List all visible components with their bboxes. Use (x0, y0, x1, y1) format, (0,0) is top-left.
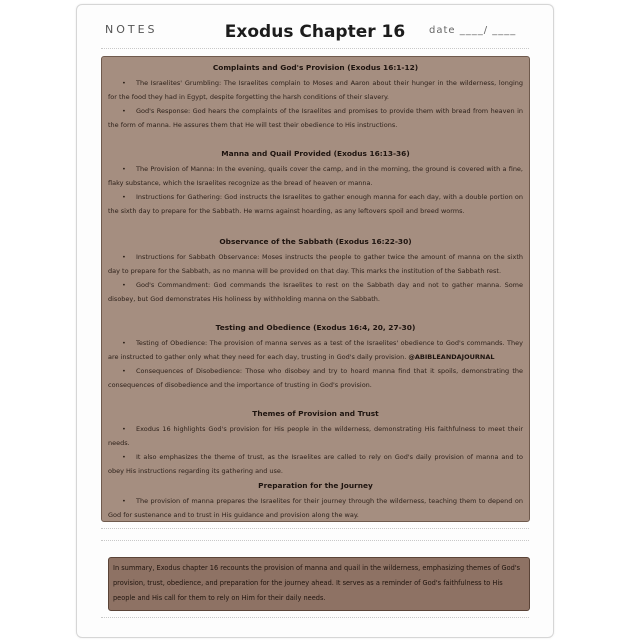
bullet-text: The Israelites' Grumbling: The Israelites complain to Moses and Aaron about their hunger in the wilderness, longing for the food they had in Egypt, despite forgetting the harsh conditions of their slavery. (108, 79, 523, 101)
bullet-item (108, 76, 523, 104)
section-heading: Complaints and God's Provision (Exodus 16:1-12) (212, 63, 419, 72)
section-heading: Manna and Quail Provided (Exodus 16:13-36) (221, 149, 410, 158)
bullet-text: It also emphasizes the theme of trust, as the Israelites are called to rely on God's daily provision of manna and to obey His instructions regarding its gathering and use. (108, 453, 523, 475)
bullet-text: Instructions for Sabbath Observance: Moses instructs the people to gather twice the amount of manna on the sixth day to prepare for the Sabbath, as no manna will be provided on that day. This marks the institution of the Sabbath rest. (108, 253, 523, 275)
ruled-line (101, 48, 529, 49)
bullet-dot: • (122, 425, 126, 433)
summary-text: In summary, Exodus chapter 16 recounts the provision of manna and quail in the wilderness, emphasizing themes of God's provision, trust, obedience, and preparation for the journey ahead. It serves as a reminder of God's faithfulness to His people and His call for them to rely on Him for their daily needs. (113, 564, 521, 602)
bullet-dot: • (122, 453, 126, 461)
bullet-item (108, 422, 523, 450)
section-heading: Observance of the Sabbath (Exodus 16:22-30) (219, 237, 412, 246)
section-themes (108, 409, 523, 478)
section-heading: Testing and Obedience (Exodus 16:4, 20, 27-30) (215, 323, 416, 332)
bullet-item (108, 278, 523, 306)
bullet-text: God's Response: God hears the complaints of the Israelites and promises to provide them with bread from heaven in the form of manna. He assures them that He will test their obedience to His instructions. (108, 107, 523, 129)
bullet-item (108, 336, 523, 364)
bullet-text: The provision of manna prepares the Israelites for their journey through the wilderness, teaching them to depend on God for sustenance and to trust in His guidance and provision along the way. (108, 497, 523, 519)
bullet-text: The Provision of Manna: In the evening, quails cover the camp, and in the morning, the ground is covered with a fine, flaky substance, which the Israelites recognize as the bread of heaven or manna. (108, 165, 523, 187)
bullet-item (108, 190, 523, 218)
section-manna-quail (108, 149, 523, 218)
summary-box (108, 557, 530, 611)
ruled-line (101, 617, 529, 618)
ruled-line (101, 540, 529, 541)
bullet-dot: • (122, 193, 126, 201)
bullet-text: God's Commandment: God commands the Israelites to rest on the Sabbath day and not to gather manna. Some disobey, but God demonstrates His holiness by withholding manna on the Sabbath. (108, 281, 523, 303)
bullet-item (108, 104, 523, 132)
bullet-text: Instructions for Gathering: God instructs the Israelites to gather enough manna for each day, with a double portion on the sixth day to prepare for the Sabbath. He warns against hoarding, as any leftovers spoil and breed worms. (108, 193, 523, 215)
bullet-dot: • (122, 281, 126, 289)
section-sabbath (108, 237, 523, 306)
bullet-text: Consequences of Disobedience: Those who disobey and try to hoard manna find that it spoils, demonstrating the consequences of disobedience and the importance of trusting in God's provision. (108, 367, 523, 389)
section-heading: Themes of Provision and Trust (252, 409, 379, 418)
bullet-text: Exodus 16 highlights God's provision for His people in the wilderness, demonstrating His faithfulness to meet their needs. (108, 425, 523, 447)
bullet-dot: • (122, 79, 126, 87)
notes-label: NOTES (105, 23, 158, 36)
bullet-item (108, 494, 523, 522)
section-complaints (108, 63, 523, 132)
bullet-item (108, 162, 523, 190)
page-title: Exodus Chapter 16 (224, 22, 406, 42)
bullet-text: Testing of Obedience: The provision of manna serves as a test of the Israelites' obedience to God's commands. They are instructed to gather only what they need for each day, trusting in God's daily provision. (108, 339, 523, 361)
section-testing (108, 323, 523, 392)
bullet-dot: • (122, 253, 126, 261)
journal-handle: @ABIBLEANDAJOURNAL (408, 353, 495, 361)
bullet-dot: • (122, 367, 126, 375)
date-field: date ____/ ____ (429, 25, 517, 36)
bullet-item (108, 364, 523, 392)
notes-content-box (101, 56, 530, 522)
bullet-dot: • (122, 165, 126, 173)
bullet-dot: • (122, 497, 126, 505)
notes-page (76, 4, 554, 638)
section-heading: Preparation for the Journey (258, 481, 373, 490)
bullet-item (108, 250, 523, 278)
section-preparation (108, 481, 523, 522)
bullet-item (108, 450, 523, 478)
ruled-line (101, 528, 529, 529)
bullet-dot: • (122, 339, 126, 347)
bullet-dot: • (122, 107, 126, 115)
